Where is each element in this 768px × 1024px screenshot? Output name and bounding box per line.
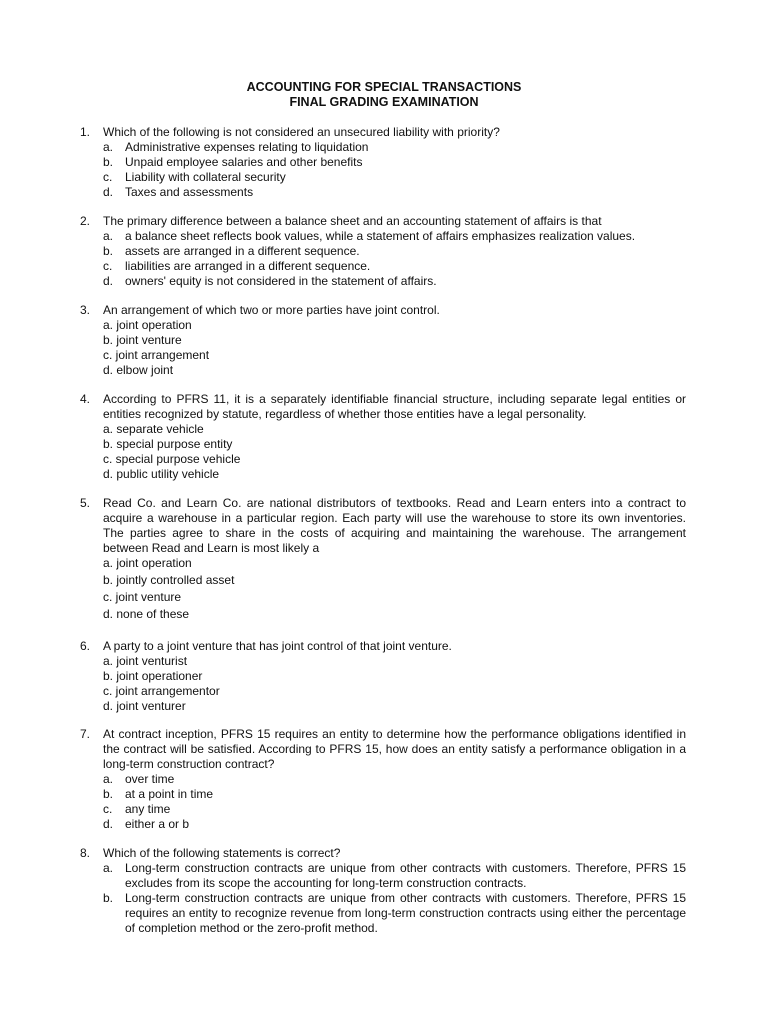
option-d: d. public utility vehicle [103,467,220,481]
option-letter: c. [103,170,113,184]
option-c: c. joint arrangement [103,348,210,362]
option-a: a. joint operation [103,318,192,332]
option-d: d. elbow joint [103,363,174,377]
option-letter: a. [103,772,114,786]
question-3 [80,303,686,378]
option-letter: d. [103,274,114,288]
option-d [103,274,686,289]
option-c [103,170,686,185]
question-number: 3. [80,303,91,317]
question-number: 8. [80,846,91,860]
question-text: The primary difference between a balance sheet and an accounting statement of affairs is that [103,214,602,228]
option-c [103,259,686,274]
option-d: d. none of these [103,607,190,621]
option-letter: c. [103,802,113,816]
option-c [103,802,686,817]
option-a [103,140,686,155]
option-text: Liability with collateral security [125,170,286,184]
option-a [103,861,686,891]
option-text: Long-term construction contracts are unique from other contracts with customers. Therefore, PFRS 15 excludes from its scope the accounting for long-term construction contracts. [125,861,686,890]
option-text: assets are arranged in a different sequence. [125,244,360,258]
question-text: At contract inception, PFRS 15 requires an entity to determine how the performance obligations identified in the contract will be satisfied. According to PFRS 15, how does an entity satisfy a performance obligation in a long-term construction contract? [103,727,686,771]
option-a [103,229,686,244]
option-b: b. special purpose entity [103,437,233,451]
question-text: Which of the following is not considered an unsecured liability with priority? [103,125,500,139]
option-letter: b. [103,891,114,905]
option-letter: a. [103,229,114,243]
option-letter: d. [103,185,114,199]
question-text: Which of the following statements is correct? [103,846,341,860]
option-a: a. separate vehicle [103,422,204,436]
option-b [103,891,686,936]
question-number: 7. [80,727,91,741]
question-text: An arrangement of which two or more parties have joint control. [103,303,440,317]
option-text: either a or b [125,817,190,831]
question-number: 5. [80,496,91,510]
option-letter: b. [103,155,114,169]
question-number: 4. [80,392,91,406]
question-4 [80,392,686,482]
option-letter: d. [103,817,114,831]
question-2 [80,214,686,289]
option-text: Administrative expenses relating to liquidation [125,140,369,154]
option-text: Unpaid employee salaries and other benefits [125,155,363,169]
question-1 [80,125,686,200]
option-a: a. joint venturist [103,654,188,668]
option-b [103,244,686,259]
option-d [103,817,686,832]
question-text: A party to a joint venture that has joint control of that joint venture. [103,639,452,653]
option-c: c. special purpose vehicle [103,452,241,466]
option-text: over time [125,772,175,786]
option-text: owners' equity is not considered in the statement of affairs. [125,274,437,288]
question-5 [80,496,686,624]
question-number: 2. [80,214,91,228]
option-letter: a. [103,861,114,875]
question-8 [80,846,686,936]
exam-title: FINAL GRADING EXAMINATION [289,95,479,109]
option-b: b. jointly controlled asset [103,573,235,587]
option-text: at a point in time [125,787,214,801]
option-b [103,155,686,170]
question-text: Read Co. and Learn Co. are national distributors of textbooks. Read and Learn enters into a contract to acquire a warehouse in a particular region. Each party will use the warehouse to store its own inventories. The parties agree to share in the costs of acquiring and maintaining the warehouse. The arrangement between Read and Learn is most likely a [103,496,686,555]
course-title: ACCOUNTING FOR SPECIAL TRANSACTIONS [246,80,522,94]
question-text: According to PFRS 11, it is a separately identifiable financial structure, including separate legal entities or entities recognized by statute, regardless of whether those entities have a legal personality. [103,392,686,421]
option-text: liabilities are arranged in a different sequence. [125,259,371,273]
option-c: c. joint arrangementor [103,684,220,698]
option-b: b. joint operationer [103,669,203,683]
question-6 [80,639,686,714]
option-letter: b. [103,244,114,258]
option-a: a. joint operation [103,556,192,570]
option-text: Long-term construction contracts are unique from other contracts with customers. Therefore, PFRS 15 requires an entity to recognize revenue from long-term construction contracts using either the percentage of completion method or the zero-profit method. [125,891,686,935]
question-7 [80,727,686,832]
option-text: any time [125,802,171,816]
option-letter: c. [103,259,113,273]
option-d [103,185,686,200]
option-text: a balance sheet reflects book values, while a statement of affairs emphasizes realization values. [125,229,636,243]
question-number: 6. [80,639,91,653]
question-number: 1. [80,125,91,139]
option-text: Taxes and assessments [125,185,254,199]
option-c: c. joint venture [103,590,182,604]
option-d: d. joint venturer [103,699,186,713]
option-letter: a. [103,140,114,154]
option-letter: b. [103,787,114,801]
option-b [103,787,686,802]
option-a [103,772,686,787]
option-b: b. joint venture [103,333,182,347]
exam-header [0,80,768,110]
